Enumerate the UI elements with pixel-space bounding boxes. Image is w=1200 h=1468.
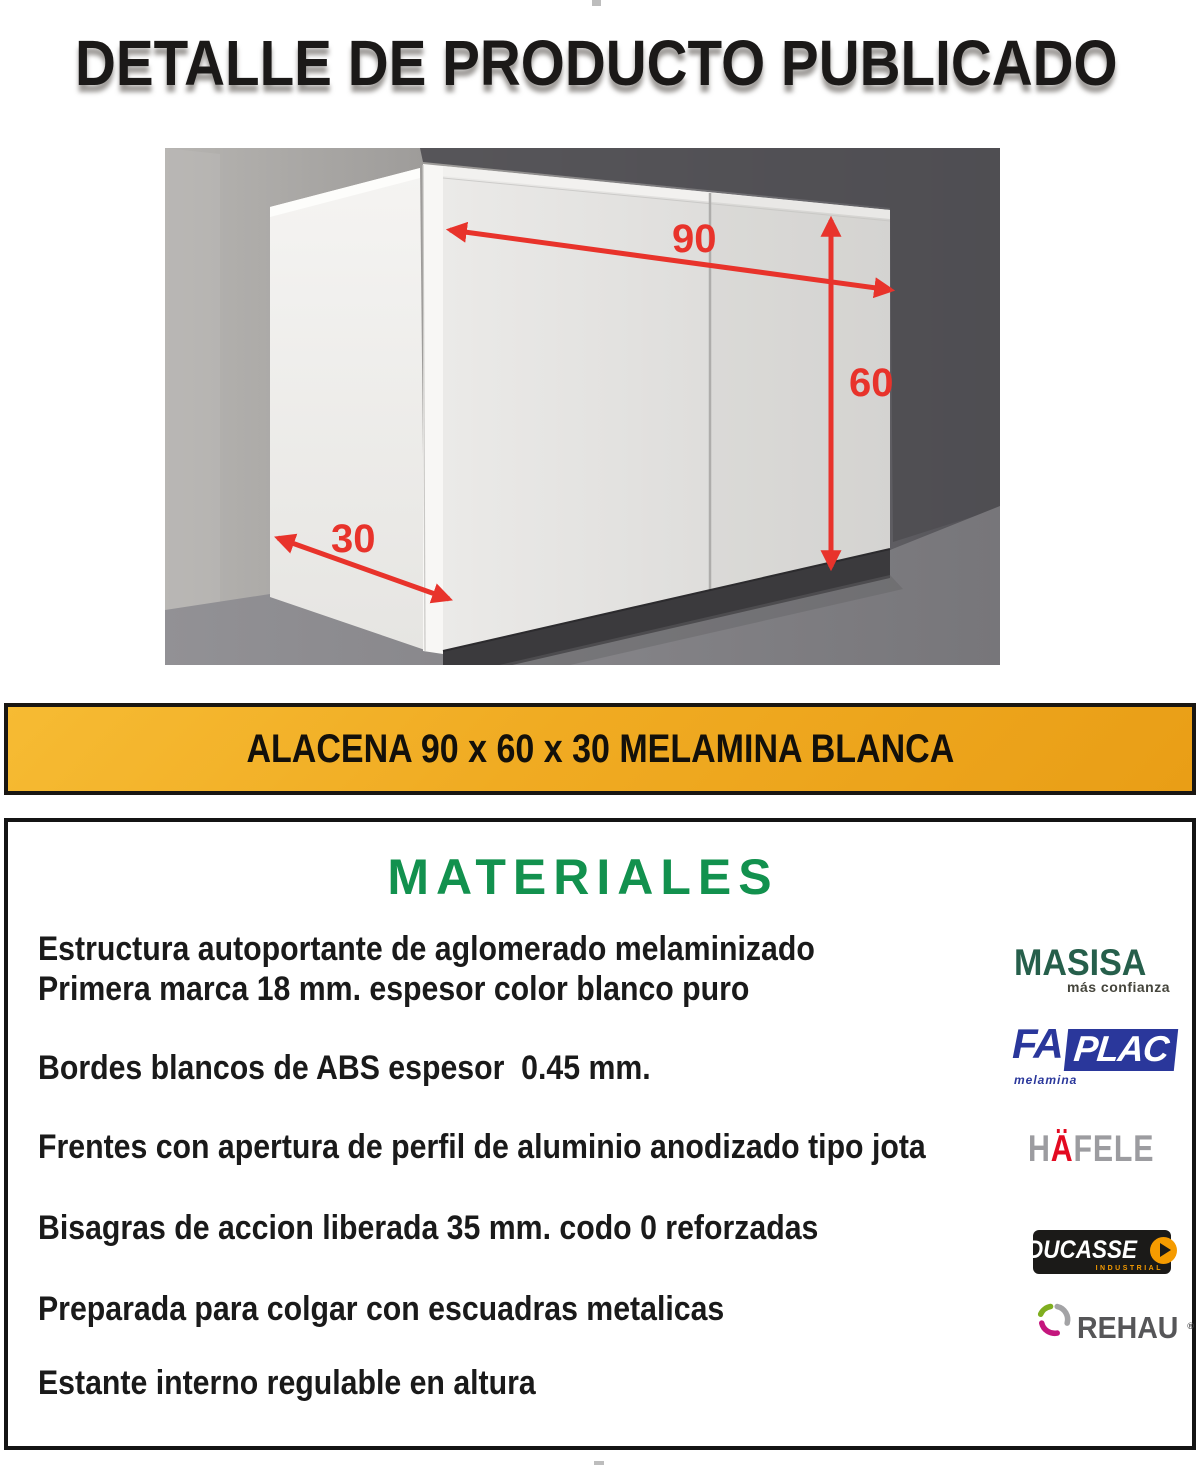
- cabinet-photo-illustration: [165, 148, 1000, 665]
- hafele-rest: FELE: [1073, 1128, 1155, 1169]
- width-dimension-label: 90: [672, 217, 717, 261]
- material-line: Bisagras de accion liberada 35 mm. codo 0 reforzadas: [38, 1209, 819, 1247]
- material-line: Frentes con apertura de perfil de aluminio anodizado tipo jota: [38, 1128, 926, 1166]
- rehau-registered-mark: ®: [1187, 1321, 1194, 1331]
- ducasse-play-icon: [1150, 1237, 1177, 1264]
- rehau-logo: [1035, 1301, 1194, 1343]
- hafele-h: H: [1028, 1128, 1051, 1169]
- product-photo: [165, 148, 1000, 665]
- product-name: ALACENA 90 x 60 x 30 MELAMINA BLANCA: [246, 726, 954, 771]
- masisa-wordmark: MASISA: [1014, 942, 1147, 983]
- materials-section: [4, 818, 1196, 1450]
- print-mark-bottom: [594, 1461, 604, 1465]
- material-line: Bordes blancos de ABS espesor 0.45 mm.: [38, 1049, 651, 1087]
- play-triangle-icon: [1160, 1243, 1171, 1257]
- height-dimension-label: 60: [849, 361, 894, 405]
- rehau-swoosh-icon: [1035, 1301, 1075, 1343]
- material-line: Primera marca 18 mm. espesor color blanco puro: [38, 970, 750, 1008]
- faplac-fa-text: [1012, 1020, 1078, 1087]
- masisa-logo: [1014, 942, 1170, 995]
- photo-left-wall-band: [165, 148, 220, 665]
- material-line: Estructura autoportante de aglomerado melaminizado: [38, 930, 815, 968]
- faplac-melamina-text: melamina: [1014, 1073, 1078, 1087]
- ducasse-logo: [1026, 1230, 1171, 1274]
- cabinet-front-edge-strip: [423, 164, 443, 654]
- product-name-banner: [4, 703, 1196, 795]
- cabinet-side-panel: [270, 168, 425, 650]
- materials-heading: MATERIALES: [387, 849, 779, 905]
- material-line: Preparada para colgar con escuadras metalicas: [38, 1290, 725, 1328]
- material-line: Estante interno regulable en altura: [38, 1364, 536, 1402]
- faplac-fa: FA: [1012, 1020, 1062, 1067]
- depth-dimension-label: 30: [331, 517, 376, 561]
- rehau-wordmark: REHAU: [1077, 1310, 1179, 1345]
- hafele-logo: [1028, 1128, 1154, 1170]
- masisa-tagline: más confianza: [1067, 979, 1170, 995]
- faplac-logo: [1012, 1020, 1176, 1087]
- print-mark-top: [592, 0, 601, 6]
- page-title: DETALLE DE PRODUCTO PUBLICADO: [75, 27, 1118, 99]
- hafele-umlaut-a: Ä: [1050, 1128, 1074, 1169]
- ducasse-wordmark: DUCASSE: [1026, 1235, 1137, 1264]
- ducasse-industrial-text: INDUSTRIAL: [1095, 1265, 1163, 1272]
- faplac-plac-box: PLAC: [1063, 1029, 1177, 1071]
